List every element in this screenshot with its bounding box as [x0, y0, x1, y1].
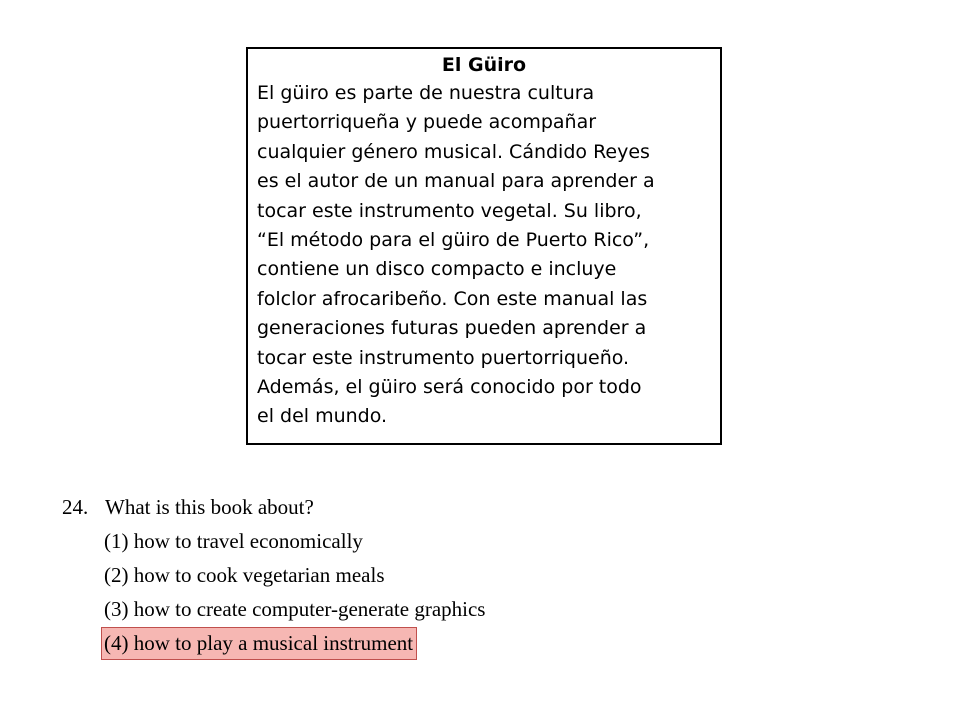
passage-line: el del mundo.	[257, 405, 388, 428]
passage-line: tocar este instrumento puertorriqueño.	[257, 346, 630, 369]
answer-option-wrapper	[104, 592, 485, 626]
answer-option-2[interactable]: (2) how to cook vegetarian meals	[104, 563, 385, 587]
passage-line: El güiro es parte de nuestra cultura	[257, 82, 595, 104]
passage-line: folclor afrocaribeño. Con este manual las	[257, 287, 648, 310]
passage-line: “El método para el güiro de Puerto Rico”,	[257, 229, 650, 252]
passage-line: puertorriqueña y puede acompañar	[257, 111, 597, 134]
passage-line: Además, el güiro será conocido por todo	[257, 376, 642, 399]
answer-option-wrapper	[104, 524, 485, 558]
passage-text	[257, 79, 655, 432]
question-text: What is this book about?	[105, 495, 314, 519]
passage-line: cualquier género musical. Cándido Reyes	[257, 140, 650, 163]
answer-option-4[interactable]: (4) how to play a musical instrument	[101, 627, 417, 660]
passage-line: tocar este instrumento vegetal. Su libro,	[257, 199, 642, 222]
answer-option-1[interactable]: (1) how to travel economically	[104, 529, 363, 553]
passage-title: El Güiro	[441, 54, 527, 76]
passage-line: es el autor de un manual para aprender a	[257, 170, 655, 193]
reading-passage-box	[246, 47, 722, 445]
answer-option-wrapper	[104, 558, 485, 592]
answer-options	[104, 524, 485, 660]
answer-option-3[interactable]: (3) how to create computer-generate graphics	[104, 597, 486, 621]
passage-line: contiene un disco compacto e incluye	[257, 258, 617, 281]
passage-line: generaciones futuras pueden aprender a	[257, 317, 647, 340]
question-number: 24.	[62, 495, 89, 519]
answer-option-wrapper	[104, 626, 485, 660]
